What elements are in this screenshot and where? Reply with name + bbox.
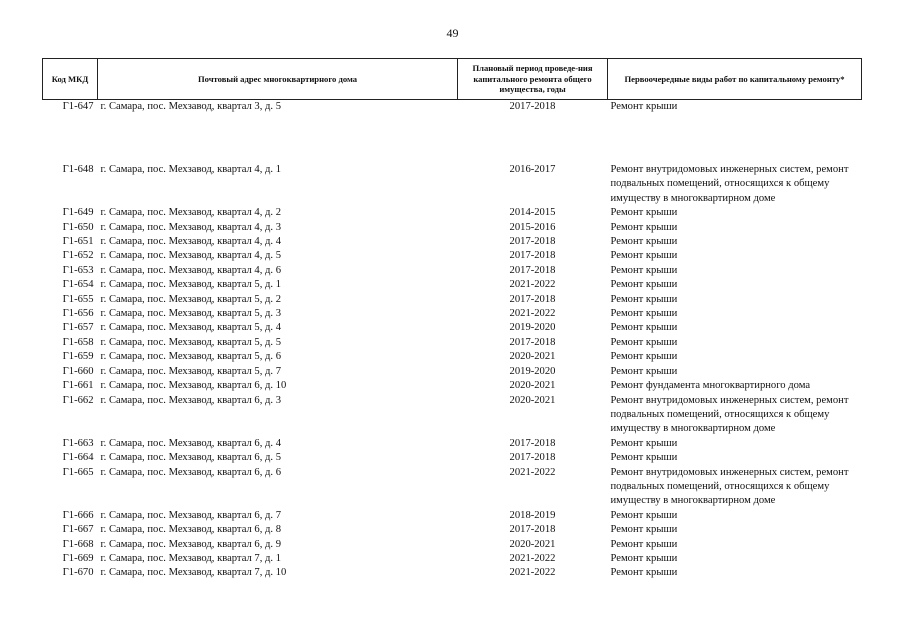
cell-code: Г1-667	[62, 524, 94, 536]
table-body	[43, 100, 862, 581]
cell-address: г. Самара, пос. Мехзавод, квартал 6, д. 5	[100, 452, 282, 464]
table-row	[43, 451, 862, 465]
cell-address: г. Самара, пос. Мехзавод, квартал 4, д. 4	[100, 236, 282, 248]
cell-works: Ремонт крыши	[610, 365, 678, 377]
table-row	[43, 163, 862, 206]
cell-code: Г1-662	[62, 394, 94, 406]
cell-code: Г1-669	[62, 552, 94, 564]
cell-works: Ремонт крыши	[610, 279, 678, 291]
cell-code: Г1-652	[62, 250, 94, 262]
cell-address: г. Самара, пос. Мехзавод, квартал 7, д. 10	[100, 567, 287, 579]
cell-address: г. Самара, пос. Мехзавод, квартал 4, д. 2	[100, 207, 282, 219]
cell-works: Ремонт крыши	[610, 207, 678, 219]
header-code: Код МКД	[43, 59, 98, 100]
table-row	[43, 466, 862, 509]
table-row	[43, 235, 862, 249]
cell-works: Ремонт крыши	[610, 293, 678, 305]
cell-period: 2017-2018	[509, 236, 556, 248]
cell-period: 2015-2016	[509, 221, 556, 233]
cell-code: Г1-664	[62, 452, 94, 464]
table-row	[43, 379, 862, 393]
cell-code: Г1-647	[62, 101, 94, 112]
cell-works: Ремонт внутридомовых инженерных систем, ремонт подвальных помещений, относящихся к общему имуществу в многоквартирном доме	[610, 164, 849, 204]
cell-works: Ремонт крыши	[610, 437, 678, 449]
cell-address: г. Самара, пос. Мехзавод, квартал 6, д. 10	[100, 380, 287, 392]
cell-period: 2017-2018	[509, 101, 556, 112]
table-row	[43, 523, 862, 537]
cell-period: 2021-2022	[509, 279, 556, 291]
cell-period: 2019-2020	[509, 365, 556, 377]
cell-address: г. Самара, пос. Мехзавод, квартал 6, д. 7	[100, 509, 282, 521]
table-row	[43, 538, 862, 552]
cell-works: Ремонт крыши	[610, 308, 678, 320]
table-row	[43, 350, 862, 364]
table-header	[43, 59, 862, 100]
cell-code: Г1-654	[62, 279, 94, 291]
cell-code: Г1-659	[62, 351, 94, 363]
cell-code: Г1-660	[62, 365, 94, 377]
cell-period: 2014-2015	[509, 207, 556, 219]
table-row	[43, 100, 862, 164]
cell-code: Г1-658	[62, 336, 94, 348]
table-row	[43, 365, 862, 379]
cell-code: Г1-648	[62, 164, 94, 175]
cell-code: Г1-661	[62, 380, 94, 392]
cell-address: г. Самара, пос. Мехзавод, квартал 5, д. 4	[100, 322, 282, 334]
cell-address: г. Самара, пос. Мехзавод, квартал 6, д. 4	[100, 437, 282, 449]
cell-address: г. Самара, пос. Мехзавод, квартал 3, д. 5	[100, 101, 282, 112]
cell-works: Ремонт крыши	[610, 538, 678, 550]
cell-period: 2020-2021	[509, 351, 556, 363]
cell-period: 2017-2018	[509, 250, 556, 262]
cell-works: Ремонт крыши	[610, 452, 678, 464]
cell-works: Ремонт внутридомовых инженерных систем, ремонт подвальных помещений, относящихся к общему имуществу в многоквартирном доме	[610, 466, 849, 507]
cell-works: Ремонт фундамента многоквартирного дома	[610, 380, 811, 392]
cell-address: г. Самара, пос. Мехзавод, квартал 7, д. 1	[100, 552, 282, 564]
cell-code: Г1-665	[62, 466, 94, 478]
cell-address: г. Самара, пос. Мехзавод, квартал 6, д. 6	[100, 466, 282, 478]
cell-address: г. Самара, пос. Мехзавод, квартал 5, д. 3	[100, 308, 282, 320]
header-address: Почтовый адрес многоквартирного дома	[98, 59, 458, 100]
cell-period: 2017-2018	[509, 264, 556, 276]
table-row	[43, 321, 862, 335]
cell-works: Ремонт крыши	[610, 250, 678, 262]
cell-code: Г1-670	[62, 567, 94, 579]
table-row	[43, 264, 862, 278]
table-row	[43, 307, 862, 321]
table-row	[43, 437, 862, 451]
header-row	[43, 59, 862, 100]
cell-address: г. Самара, пос. Мехзавод, квартал 5, д. 7	[100, 365, 282, 377]
cell-code: Г1-653	[62, 264, 94, 276]
cell-period: 2017-2018	[509, 524, 556, 536]
cell-works: Ремонт крыши	[610, 221, 678, 233]
cell-period: 2020-2021	[509, 538, 556, 550]
cell-address: г. Самара, пос. Мехзавод, квартал 6, д. 8	[100, 524, 282, 536]
cell-code: Г1-656	[62, 308, 94, 320]
cell-address: г. Самара, пос. Мехзавод, квартал 5, д. 2	[100, 293, 282, 305]
cell-works: Ремонт крыши	[610, 336, 678, 348]
cell-works: Ремонт крыши	[610, 264, 678, 276]
table-row	[43, 206, 862, 220]
cell-address: г. Самара, пос. Мехзавод, квартал 6, д. 9	[100, 538, 282, 550]
cell-period: 2016-2017	[509, 164, 556, 175]
cell-works: Ремонт крыши	[610, 101, 678, 112]
cell-period: 2018-2019	[509, 509, 556, 521]
cell-period: 2021-2022	[509, 466, 556, 478]
cell-period: 2021-2022	[509, 567, 556, 579]
table-row	[43, 566, 862, 580]
table-row	[43, 336, 862, 350]
table-row	[43, 221, 862, 235]
cell-period: 2017-2018	[509, 437, 556, 449]
cell-period: 2020-2021	[509, 394, 556, 406]
cell-period: 2017-2018	[509, 293, 556, 305]
cell-address: г. Самара, пос. Мехзавод, квартал 4, д. 3	[100, 221, 282, 233]
cell-works: Ремонт крыши	[610, 509, 678, 521]
table-row	[43, 293, 862, 307]
cell-address: г. Самара, пос. Мехзавод, квартал 4, д. 5	[100, 250, 282, 262]
cell-address: г. Самара, пос. Мехзавод, квартал 5, д. 6	[100, 351, 282, 363]
header-works: Первоочередные виды работ по капитальному ремонту*	[608, 59, 862, 100]
cell-period: 2020-2021	[509, 380, 556, 392]
cell-period: 2017-2018	[509, 336, 556, 348]
table-row	[43, 394, 862, 437]
cell-works: Ремонт крыши	[610, 552, 678, 564]
cell-address: г. Самара, пос. Мехзавод, квартал 5, д. 5	[100, 336, 282, 348]
cell-address: г. Самара, пос. Мехзавод, квартал 6, д. 3	[100, 394, 282, 406]
cell-works: Ремонт крыши	[610, 567, 678, 579]
cell-period: 2021-2022	[509, 308, 556, 320]
cell-code: Г1-650	[62, 221, 94, 233]
table-row	[43, 249, 862, 263]
cell-code: Г1-657	[62, 322, 94, 334]
cell-code: Г1-666	[62, 509, 94, 521]
cell-code: Г1-663	[62, 437, 94, 449]
table-row	[43, 552, 862, 566]
cell-code: Г1-668	[62, 538, 94, 550]
cell-works: Ремонт крыши	[610, 524, 678, 536]
repair-register-table	[42, 58, 862, 581]
cell-code: Г1-651	[62, 236, 94, 248]
cell-period: 2021-2022	[509, 552, 556, 564]
cell-code: Г1-655	[62, 293, 94, 305]
cell-works: Ремонт крыши	[610, 322, 678, 334]
cell-works: Ремонт крыши	[610, 236, 678, 248]
cell-period: 2019-2020	[509, 322, 556, 334]
cell-address: г. Самара, пос. Мехзавод, квартал 4, д. 6	[100, 264, 282, 276]
cell-address: г. Самара, пос. Мехзавод, квартал 4, д. 1	[100, 164, 282, 175]
table-row	[43, 278, 862, 292]
header-period: Плановый период проведе-ния капитального ремонта общего имущества, годы	[458, 59, 608, 100]
cell-code: Г1-649	[62, 207, 94, 219]
cell-works: Ремонт крыши	[610, 351, 678, 363]
cell-period: 2017-2018	[509, 452, 556, 464]
table-row	[43, 509, 862, 523]
page-number: 49	[446, 26, 459, 40]
cell-works: Ремонт внутридомовых инженерных систем, ремонт подвальных помещений, относящихся к общему имуществу в многоквартирном доме	[610, 394, 849, 435]
cell-address: г. Самара, пос. Мехзавод, квартал 5, д. 1	[100, 279, 282, 291]
